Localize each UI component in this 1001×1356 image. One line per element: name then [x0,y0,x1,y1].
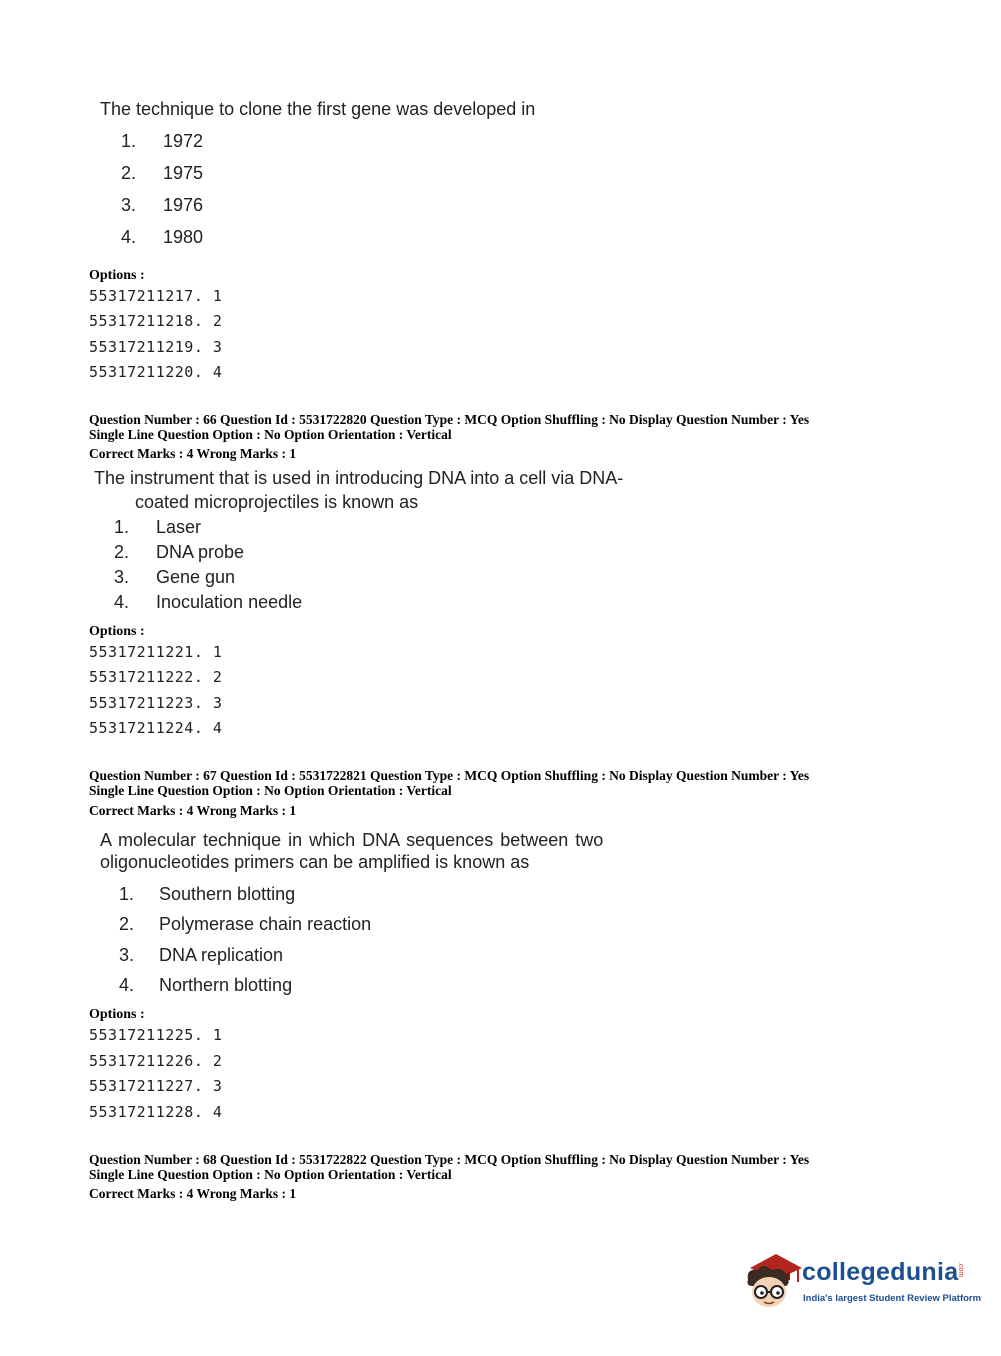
q67-choice-4-number: 4. [119,975,135,995]
q65-option-id-2: 55317211218. 2 [89,312,223,330]
q65-choice-1-number: 1. [121,131,137,151]
q66-choice-2-text: DNA probe [156,542,245,562]
q66-options-label: Options : [89,624,145,639]
q65-choice-2-text: 1975 [163,163,204,183]
q66-choice-3-number: 3. [114,567,130,587]
question-66-stem-line-1: The instrument that is used in introducing DNA into a cell via DNA- [94,468,624,488]
q68-marks: Correct Marks : 4 Wrong Marks : 1 [89,1186,297,1201]
q65-option-id-3: 55317211219. 3 [89,338,223,356]
q65-choice-1-text: 1972 [163,131,204,151]
q65-choice-3-text: 1976 [163,195,204,215]
q67-choice-2-text: Polymerase chain reaction [159,914,372,934]
q65-option-id-1: 55317211217. 1 [89,287,223,305]
q65-choice-2-number: 2. [121,163,137,183]
collegedunia-logo [742,1250,982,1312]
q66-choice-2-number: 2. [114,542,130,562]
q68-meta-line-2: Single Line Question Option : No Option Orientation : Vertical [89,1167,452,1182]
q65-options-label: Options : [89,268,145,283]
q67-choice-2-number: 2. [119,914,135,934]
q66-option-id-1: 55317211221. 1 [89,643,223,661]
q67-choice-1-number: 1. [119,884,135,904]
question-66-stem-line-2: coated microprojectiles is known as [135,492,419,512]
q67-option-id-1: 55317211225. 1 [89,1026,223,1044]
q66-marks: Correct Marks : 4 Wrong Marks : 1 [89,446,297,461]
q68-meta-line-1: Question Number : 68 Question Id : 5531722822 Question Type : MCQ Option Shuffling : No Display Question Number : Yes [89,1152,810,1167]
q67-choice-4-text: Northern blotting [159,975,293,995]
q66-choice-1-number: 1. [114,517,130,537]
logo-com-suffix: .com [957,1262,964,1278]
logo-wordmark: collegedunia [802,1258,959,1286]
question-65-stem: The technique to clone the first gene was developed in [100,99,536,119]
q66-option-id-2: 55317211222. 2 [89,668,223,686]
q67-options-label: Options : [89,1007,145,1022]
q67-marks: Correct Marks : 4 Wrong Marks : 1 [89,803,297,818]
q66-meta-line-1: Question Number : 66 Question Id : 5531722820 Question Type : MCQ Option Shuffling : No Display Question Number : Yes [89,412,810,427]
q65-option-id-4: 55317211220. 4 [89,363,223,381]
q67-choice-3-number: 3. [119,945,135,965]
q65-choice-4-text: 1980 [163,227,204,247]
q67-choice-1-text: Southern blotting [159,884,296,904]
q66-meta-line-2: Single Line Question Option : No Option Orientation : Vertical [89,427,452,442]
q65-choice-4-number: 4. [121,227,137,247]
q66-choice-4-number: 4. [114,592,130,612]
question-67-stem-line-2: oligonucleotides primers can be amplified is known as [100,852,530,872]
q66-choice-3-text: Gene gun [156,567,236,587]
q67-option-id-3: 55317211227. 3 [89,1077,223,1095]
q66-option-id-3: 55317211223. 3 [89,694,223,712]
question-67-stem-line-1: A molecular technique in which DNA sequences between two [100,830,604,850]
q66-choice-1-text: Laser [156,517,202,537]
q67-option-id-2: 55317211226. 2 [89,1052,223,1070]
q67-meta-line-2: Single Line Question Option : No Option Orientation : Vertical [89,783,452,798]
logo-tagline: India's largest Student Review Platform [803,1293,982,1304]
q66-choice-4-text: Inoculation needle [156,592,303,612]
q67-option-id-4: 55317211228. 4 [89,1103,223,1121]
q66-option-id-4: 55317211224. 4 [89,719,223,737]
mascot-icon [742,1250,802,1312]
q67-choice-3-text: DNA replication [159,945,284,965]
q65-choice-3-number: 3. [121,195,137,215]
q67-meta-line-1: Question Number : 67 Question Id : 5531722821 Question Type : MCQ Option Shuffling : No Display Question Number : Yes [89,768,810,783]
